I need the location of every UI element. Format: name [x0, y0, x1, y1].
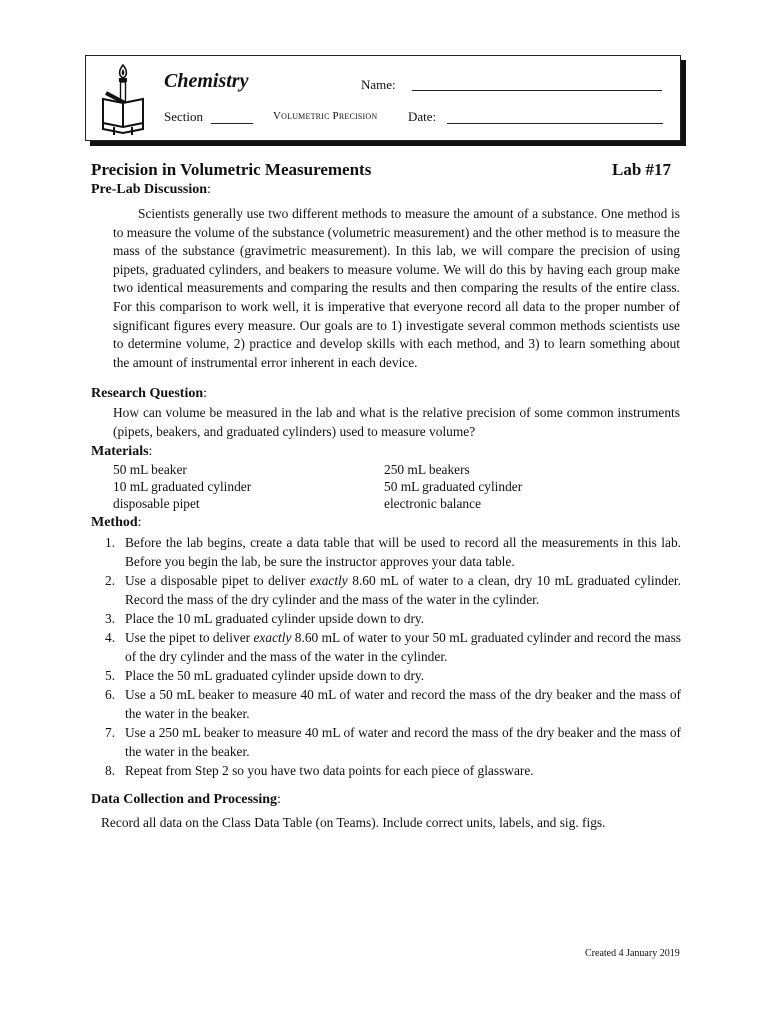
method-step: 6. Use a 50 mL beaker to measure 40 mL of water and record the mass of the dry beaker and the mass of the water in the beaker.	[105, 687, 681, 721]
material-item: disposable pipet	[113, 496, 200, 511]
method-step: 1. Before the lab begins, create a data table that will be used to record all the measurements in this lab. Before you begin the lab, be sure the instructor approves your data table.	[105, 535, 681, 569]
page-title: Precision in Volumetric Measurements	[91, 160, 372, 179]
materials-right-list	[384, 461, 522, 512]
name-field[interactable]	[412, 90, 662, 91]
research-heading: Research Question:	[91, 386, 208, 401]
method-step: 2. Use a disposable pipet to deliver exactly 8.60 mL of water to a clean, dry 10 mL graduated cylinder. Record the mass of the dry cylinder and the mass of the water in the cylinder.	[105, 573, 681, 607]
topic-label: Volumetric Precision	[273, 110, 378, 122]
data-collection-text: Record all data on the Class Data Table (on Teams). Include correct units, labels, and sig. figs.	[101, 815, 606, 830]
prelab-text: Scientists generally use two different methods to measure the amount of a substance. One method is to measure the volume of the substance (volumetric measurement) and the other method is to measure the mass of the substance (gravimetric measurement). In this lab, we will compare the precision of using pipets, graduated cylinders, and beakers to measure volume. We will do this by having each group make two identical measurements and comparing the results and then comparing the results of the entire class. For this comparison to work well, it is imperative that everyone record all data to the proper number of significant figures every measure. Our goals are to 1) investigate several common methods scientists use to determine volume, 2) practice and develop skills with each method, and 3) to learn something about the amount of instrumental error inherent in each device.	[113, 206, 680, 370]
lab-number: Lab #17	[612, 160, 672, 179]
name-label: Name:	[361, 77, 396, 92]
method-step: 3. Place the 10 mL graduated cylinder upside down to dry.	[105, 611, 425, 626]
section-field[interactable]	[211, 123, 253, 124]
material-item: 10 mL graduated cylinder	[113, 479, 252, 494]
section-label: Section	[164, 109, 203, 124]
method-step: 5. Place the 50 mL graduated cylinder upside down to dry.	[105, 668, 425, 683]
method-step: 8. Repeat from Step 2 so you have two data points for each piece of glassware.	[105, 763, 534, 778]
course-title: Chemistry	[164, 70, 249, 92]
footer-created-date: Created 4 January 2019	[585, 948, 680, 959]
method-heading: Method:	[91, 515, 142, 530]
method-step: 4. Use the pipet to deliver exactly 8.60 mL of water to your 50 mL graduated cylinder and record the mass of the dry cylinder and the mass of the water in the cylinder.	[105, 630, 681, 664]
data-collection-heading: Data Collection and Processing:	[91, 792, 281, 807]
material-item: 250 mL beakers	[384, 462, 470, 477]
method-step: 7. Use a 250 mL beaker to measure 40 mL of water and record the mass of the dry beaker and the mass of the water in the beaker.	[105, 725, 681, 759]
lamp-book-logo-icon	[100, 63, 146, 135]
header-box	[85, 55, 681, 141]
date-label: Date:	[408, 109, 437, 124]
material-item: electronic balance	[384, 496, 482, 511]
materials-heading: Materials:	[91, 444, 153, 459]
material-item: 50 mL beaker	[113, 462, 187, 477]
method-steps	[91, 533, 681, 780]
prelab-heading: Pre-Lab Discussion:	[91, 182, 211, 197]
research-text: How can volume be measured in the lab and what is the relative precision of some common instruments (pipets, beakers, and graduated cylinders) used to measure volume?	[113, 405, 680, 439]
materials-left-list	[113, 461, 251, 512]
material-item: 50 mL graduated cylinder	[384, 479, 523, 494]
date-field[interactable]	[447, 123, 663, 124]
